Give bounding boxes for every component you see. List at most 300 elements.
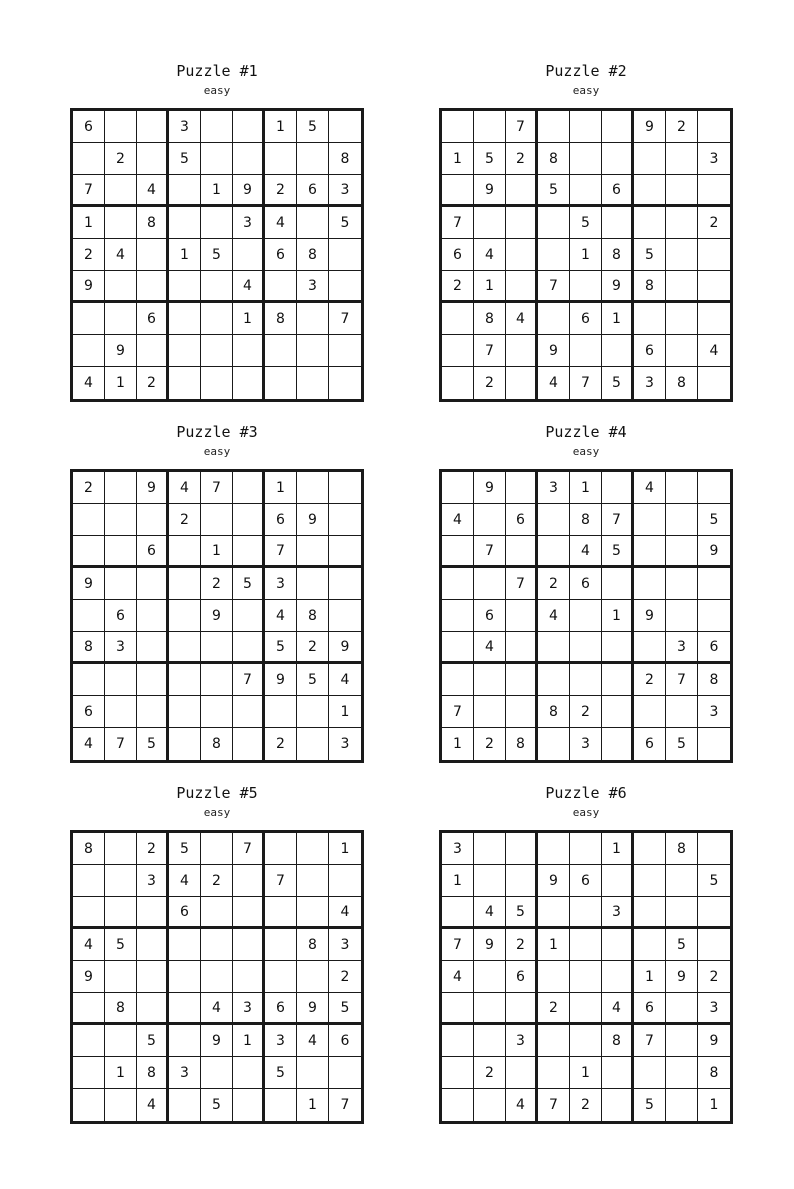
sudoku-cell: 3 — [634, 367, 666, 399]
sudoku-cell: 5 — [201, 239, 233, 271]
sudoku-cell — [666, 504, 698, 536]
sudoku-cell: 7 — [265, 865, 297, 897]
sudoku-cell — [698, 929, 730, 961]
sudoku-cell: 1 — [570, 472, 602, 504]
sudoku-cell — [634, 696, 666, 728]
sudoku-cell: 1 — [169, 239, 201, 271]
sudoku-cell — [602, 111, 634, 143]
sudoku-cell — [570, 664, 602, 696]
sudoku-cell — [538, 961, 570, 993]
sudoku-cell: 5 — [570, 207, 602, 239]
sudoku-cell — [506, 207, 538, 239]
sudoku-cell — [73, 1025, 105, 1057]
sudoku-cell: 7 — [442, 207, 474, 239]
sudoku-cell — [666, 1025, 698, 1057]
sudoku-cell — [698, 728, 730, 760]
sudoku-cell: 2 — [169, 504, 201, 536]
sudoku-cell: 7 — [340, 1097, 350, 1113]
sudoku-cell: 7 — [233, 833, 265, 865]
sudoku-cell — [329, 472, 361, 504]
sudoku-cell — [105, 833, 137, 865]
sudoku-cell: 6 — [634, 993, 666, 1025]
sudoku-cell — [233, 865, 265, 897]
sudoku-cell: 8 — [602, 239, 634, 271]
sudoku-cell: 2 — [634, 664, 666, 696]
sudoku-cell — [474, 207, 506, 239]
sudoku-cell — [634, 207, 666, 239]
sudoku-cell — [538, 632, 570, 664]
sudoku-cell — [506, 367, 538, 399]
sudoku-cell: 1 — [265, 111, 297, 143]
sudoku-cell: 7 — [233, 664, 265, 696]
sudoku-cell — [666, 600, 698, 632]
puzzle-difficulty: easy — [203, 806, 231, 819]
sudoku-cell: 3 — [698, 696, 730, 728]
sudoku-cell — [506, 664, 538, 696]
sudoku-cell: 1 — [297, 1089, 329, 1121]
sudoku-cell: 6 — [265, 504, 297, 536]
sudoku-cell — [474, 696, 506, 728]
sudoku-cell — [169, 929, 201, 961]
sudoku-cell — [634, 303, 666, 335]
sudoku-cell — [698, 303, 730, 335]
sudoku-cell: 5 — [634, 239, 666, 271]
sudoku-cell: 6 — [137, 536, 169, 568]
sudoku-cell: 2 — [570, 1089, 602, 1121]
sudoku-cell: 4 — [329, 664, 361, 696]
sudoku-cell: 6 — [602, 175, 634, 207]
sudoku-cell: 3 — [265, 1025, 297, 1057]
sudoku-cell — [297, 961, 329, 993]
sudoku-cell — [329, 536, 361, 568]
sudoku-cell — [474, 961, 506, 993]
sudoku-cell: 3 — [105, 632, 137, 664]
sudoku-cell: 3 — [297, 271, 329, 303]
sudoku-cell — [602, 335, 634, 367]
sudoku-cell — [538, 111, 570, 143]
sudoku-cell — [233, 632, 265, 664]
sudoku-cell — [105, 175, 137, 207]
sudoku-cell — [73, 865, 105, 897]
sudoku-cell: 2 — [137, 367, 169, 399]
sudoku-cell — [698, 568, 730, 600]
sudoku-cell — [105, 472, 137, 504]
sudoku-cell — [201, 696, 233, 728]
sudoku-cell — [666, 303, 698, 335]
sudoku-cell — [570, 929, 602, 961]
sudoku-cell: 8 — [297, 929, 329, 961]
sudoku-cell: 1 — [602, 303, 634, 335]
sudoku-cell: 1 — [201, 536, 233, 568]
sudoku-cell — [105, 1025, 137, 1057]
sudoku-cell — [442, 632, 474, 664]
sudoku-cell — [105, 696, 137, 728]
sudoku-cell — [233, 536, 265, 568]
sudoku-cell — [698, 239, 730, 271]
puzzle-difficulty: easy — [203, 84, 231, 97]
sudoku-cell — [506, 833, 538, 865]
sudoku-cell — [698, 833, 730, 865]
sudoku-cell: 7 — [506, 111, 538, 143]
sudoku-cell — [105, 271, 137, 303]
sudoku-cell — [233, 504, 265, 536]
sudoku-cell: 9 — [329, 632, 361, 664]
sudoku-cell — [201, 897, 233, 929]
sudoku-cell: 6 — [73, 111, 105, 143]
sudoku-cell: 1 — [538, 929, 570, 961]
sudoku-cell: 1 — [265, 472, 297, 504]
sudoku-cell — [442, 1089, 474, 1121]
sudoku-cell: 9 — [602, 271, 634, 303]
sudoku-cell — [506, 1057, 538, 1089]
sudoku-cell: 6 — [570, 303, 602, 335]
sudoku-cell — [297, 728, 329, 760]
sudoku-cell — [169, 335, 201, 367]
sudoku-cell: 1 — [570, 239, 602, 271]
sudoku-cell — [602, 728, 634, 760]
sudoku-cell: 4 — [538, 367, 570, 399]
sudoku-cell: 1 — [329, 696, 361, 728]
sudoku-cell — [634, 865, 666, 897]
puzzle-title: Puzzle #3 — [176, 423, 258, 441]
sudoku-cell — [137, 568, 169, 600]
sudoku-cell — [169, 568, 201, 600]
sudoku-cell — [105, 664, 137, 696]
sudoku-cell: 8 — [666, 367, 698, 399]
sudoku-cell — [602, 865, 634, 897]
sudoku-cell — [137, 239, 169, 271]
sudoku-cell: 5 — [297, 664, 329, 696]
sudoku-cell: 1 — [233, 1025, 265, 1057]
sudoku-cell: 8 — [698, 664, 730, 696]
sudoku-cell — [105, 1089, 137, 1121]
sudoku-cell — [297, 865, 329, 897]
sudoku-cell: 4 — [201, 993, 233, 1025]
sudoku-cell — [201, 303, 233, 335]
sudoku-cell: 6 — [570, 865, 602, 897]
sudoku-cell — [570, 175, 602, 207]
sudoku-cell — [506, 632, 538, 664]
sudoku-cell — [201, 929, 233, 961]
sudoku-cell — [297, 536, 329, 568]
sudoku-cell — [297, 367, 329, 399]
sudoku-cell — [137, 664, 169, 696]
sudoku-cell — [233, 111, 265, 143]
sudoku-cell — [137, 111, 169, 143]
sudoku-cell: 8 — [265, 303, 297, 335]
sudoku-cell: 9 — [201, 1025, 233, 1057]
sudoku-cell — [169, 696, 201, 728]
sudoku-cell: 2 — [265, 728, 297, 760]
sudoku-cell: 2 — [506, 929, 538, 961]
sudoku-cell: 3 — [698, 143, 730, 175]
sudoku-cell — [329, 1057, 361, 1089]
sudoku-cell — [506, 865, 538, 897]
sudoku-cell: 5 — [602, 536, 634, 568]
sudoku-cell — [265, 367, 297, 399]
sudoku-cell: 9 — [474, 175, 506, 207]
sudoku-cell: 1 — [634, 961, 666, 993]
sudoku-cell: 5 — [506, 897, 538, 929]
sudoku-cell: 9 — [698, 536, 730, 568]
sudoku-cell — [666, 335, 698, 367]
sudoku-cell — [265, 143, 297, 175]
sudoku-cell — [506, 472, 538, 504]
sudoku-cell — [442, 568, 474, 600]
sudoku-cell — [570, 335, 602, 367]
sudoku-cell — [201, 1057, 233, 1089]
sudoku-cell: 4 — [442, 961, 474, 993]
sudoku-cell — [201, 632, 233, 664]
sudoku-cell: 6 — [265, 993, 297, 1025]
sudoku-cell — [506, 696, 538, 728]
sudoku-cell — [73, 600, 105, 632]
sudoku-cell — [570, 271, 602, 303]
sudoku-cell: 1 — [442, 728, 474, 760]
sudoku-cell: 5 — [329, 207, 361, 239]
sudoku-cell: 4 — [169, 472, 201, 504]
sudoku-cell: 7 — [538, 1089, 570, 1121]
sudoku-cell: 2 — [73, 472, 105, 504]
sudoku-cell: 8 — [634, 271, 666, 303]
sudoku-cell — [634, 833, 666, 865]
sudoku-cell — [105, 536, 137, 568]
sudoku-cell — [474, 993, 506, 1025]
sudoku-cell: 6 — [169, 897, 201, 929]
sudoku-cell: 6 — [570, 568, 602, 600]
sudoku-cell — [201, 143, 233, 175]
sudoku-cell — [538, 728, 570, 760]
sudoku-cell: 3 — [329, 175, 361, 207]
sudoku-cell: 5 — [265, 1057, 297, 1089]
sudoku-cell — [666, 175, 698, 207]
sudoku-cell — [233, 143, 265, 175]
sudoku-cell — [474, 1025, 506, 1057]
sudoku-cell: 7 — [602, 504, 634, 536]
sudoku-cell — [329, 504, 361, 536]
sudoku-cell: 9 — [233, 175, 265, 207]
sudoku-cell: 2 — [329, 961, 361, 993]
sudoku-cell — [442, 536, 474, 568]
sudoku-cell: 5 — [329, 993, 361, 1025]
sudoku-cell — [233, 335, 265, 367]
sudoku-cell: 2 — [698, 207, 730, 239]
sudoku-cell — [201, 504, 233, 536]
sudoku-cell: 8 — [538, 143, 570, 175]
sudoku-cell — [442, 897, 474, 929]
sudoku-cell: 7 — [329, 303, 361, 335]
sudoku-cell: 3 — [233, 207, 265, 239]
sudoku-cell — [442, 111, 474, 143]
sudoku-cell — [201, 367, 233, 399]
sudoku-cell: 3 — [602, 897, 634, 929]
sudoku-cell: 4 — [137, 1089, 169, 1121]
sudoku-cell: 5 — [698, 865, 730, 897]
sudoku-cell — [297, 833, 329, 865]
sudoku-cell: 3 — [169, 111, 201, 143]
sudoku-cell — [297, 143, 329, 175]
sudoku-cell — [442, 335, 474, 367]
sudoku-cell — [201, 111, 233, 143]
sudoku-cell — [73, 897, 105, 929]
sudoku-cell — [233, 696, 265, 728]
sudoku-cell: 3 — [698, 993, 730, 1025]
sudoku-cell: 2 — [474, 1057, 506, 1089]
sudoku-cell: 7 — [474, 335, 506, 367]
sudoku-cell — [538, 664, 570, 696]
sudoku-cell — [329, 367, 361, 399]
sudoku-cell — [506, 600, 538, 632]
sudoku-cell: 8 — [201, 728, 233, 760]
sudoku-cell: 6 — [265, 239, 297, 271]
sudoku-cell — [73, 303, 105, 335]
sudoku-cell — [634, 143, 666, 175]
sudoku-cell: 1 — [73, 207, 105, 239]
sudoku-cell: 7 — [442, 696, 474, 728]
sudoku-cell — [105, 111, 137, 143]
sudoku-cell — [233, 728, 265, 760]
sudoku-cell: 7 — [73, 175, 105, 207]
sudoku-cell: 8 — [506, 728, 538, 760]
sudoku-cell: 1 — [570, 1057, 602, 1089]
sudoku-cell: 8 — [666, 833, 698, 865]
sudoku-cell — [73, 1057, 105, 1089]
sudoku-cell: 6 — [73, 696, 105, 728]
sudoku-cell — [137, 600, 169, 632]
puzzle-title: Puzzle #6 — [545, 784, 627, 802]
sudoku-cell: 1 — [474, 271, 506, 303]
sudoku-cell: 2 — [570, 696, 602, 728]
puzzle-title: Puzzle #4 — [545, 423, 627, 441]
sudoku-cell — [73, 1089, 105, 1121]
sudoku-cell — [538, 504, 570, 536]
sudoku-cell — [538, 897, 570, 929]
sudoku-cell — [201, 961, 233, 993]
sudoku-cell — [201, 664, 233, 696]
sudoku-cell: 7 — [442, 929, 474, 961]
sudoku-cell — [442, 367, 474, 399]
sudoku-cell: 7 — [201, 472, 233, 504]
sudoku-cell — [265, 271, 297, 303]
sudoku-cell: 9 — [474, 929, 506, 961]
sudoku-cell: 7 — [105, 728, 137, 760]
sudoku-cell — [474, 568, 506, 600]
sudoku-cell: 9 — [666, 961, 698, 993]
sudoku-cell — [602, 632, 634, 664]
sudoku-cell: 4 — [602, 993, 634, 1025]
sudoku-cell: 2 — [506, 143, 538, 175]
sudoku-cell — [538, 303, 570, 335]
sudoku-cell: 6 — [634, 728, 666, 760]
sudoku-cell: 9 — [297, 504, 329, 536]
sudoku-cell — [666, 472, 698, 504]
sudoku-cell: 5 — [169, 833, 201, 865]
sudoku-cell: 3 — [329, 929, 361, 961]
sudoku-cell — [169, 303, 201, 335]
sudoku-cell: 2 — [201, 568, 233, 600]
sudoku-cell — [169, 175, 201, 207]
sudoku-cell: 6 — [506, 504, 538, 536]
sudoku-cell — [570, 111, 602, 143]
sudoku-cell — [666, 536, 698, 568]
sudoku-cell — [666, 1057, 698, 1089]
sudoku-cell: 8 — [570, 504, 602, 536]
sudoku-cell — [666, 568, 698, 600]
sudoku-cell — [442, 1057, 474, 1089]
sudoku-cell: 9 — [137, 472, 169, 504]
sudoku-cell — [506, 536, 538, 568]
sudoku-cell — [538, 239, 570, 271]
sudoku-grid — [439, 108, 733, 402]
sudoku-cell — [169, 728, 201, 760]
sudoku-cell: 9 — [538, 335, 570, 367]
sudoku-cell — [666, 993, 698, 1025]
sudoku-cell: 5 — [474, 143, 506, 175]
sudoku-cell — [233, 600, 265, 632]
sudoku-cell — [73, 504, 105, 536]
sudoku-cell — [666, 897, 698, 929]
sudoku-cell — [297, 897, 329, 929]
sudoku-cell: 4 — [233, 271, 265, 303]
sudoku-cell: 4 — [506, 303, 538, 335]
sudoku-cell — [329, 600, 361, 632]
sudoku-cell: 6 — [506, 961, 538, 993]
sudoku-cell: 7 — [666, 664, 698, 696]
sudoku-cell — [137, 929, 169, 961]
sudoku-cell — [233, 1089, 265, 1121]
sudoku-cell — [474, 833, 506, 865]
sudoku-cell: 8 — [297, 600, 329, 632]
sudoku-cell: 1 — [329, 833, 361, 865]
sudoku-cell: 4 — [297, 1025, 329, 1057]
sudoku-cell — [329, 865, 361, 897]
sudoku-cell: 5 — [634, 1089, 666, 1121]
sudoku-cell: 9 — [265, 664, 297, 696]
sudoku-cell: 3 — [538, 472, 570, 504]
sudoku-cell — [201, 335, 233, 367]
sudoku-cell: 5 — [666, 728, 698, 760]
sudoku-cell — [265, 961, 297, 993]
sudoku-grid — [70, 108, 364, 402]
sudoku-cell — [169, 664, 201, 696]
sudoku-cell: 4 — [169, 865, 201, 897]
sudoku-grid — [70, 830, 364, 1124]
sudoku-cell — [233, 961, 265, 993]
sudoku-cell: 2 — [105, 143, 137, 175]
sudoku-cell — [137, 271, 169, 303]
sudoku-cell: 9 — [474, 472, 506, 504]
sudoku-cell — [666, 239, 698, 271]
sudoku-cell — [538, 1057, 570, 1089]
sudoku-cell — [329, 239, 361, 271]
sudoku-cell: 6 — [634, 335, 666, 367]
sudoku-cell: 2 — [201, 865, 233, 897]
sudoku-cell — [201, 271, 233, 303]
sudoku-cell: 5 — [137, 728, 169, 760]
sudoku-cell: 3 — [137, 865, 169, 897]
sudoku-cell: 7 — [506, 568, 538, 600]
sudoku-cell — [137, 993, 169, 1025]
sudoku-cell: 8 — [297, 239, 329, 271]
sudoku-cell: 2 — [442, 271, 474, 303]
sudoku-cell — [105, 961, 137, 993]
sudoku-cell: 8 — [602, 1025, 634, 1057]
sudoku-cell: 5 — [169, 143, 201, 175]
sudoku-cell: 2 — [73, 239, 105, 271]
sudoku-cell — [105, 865, 137, 897]
sudoku-cell: 6 — [297, 175, 329, 207]
sudoku-cell: 5 — [105, 929, 137, 961]
